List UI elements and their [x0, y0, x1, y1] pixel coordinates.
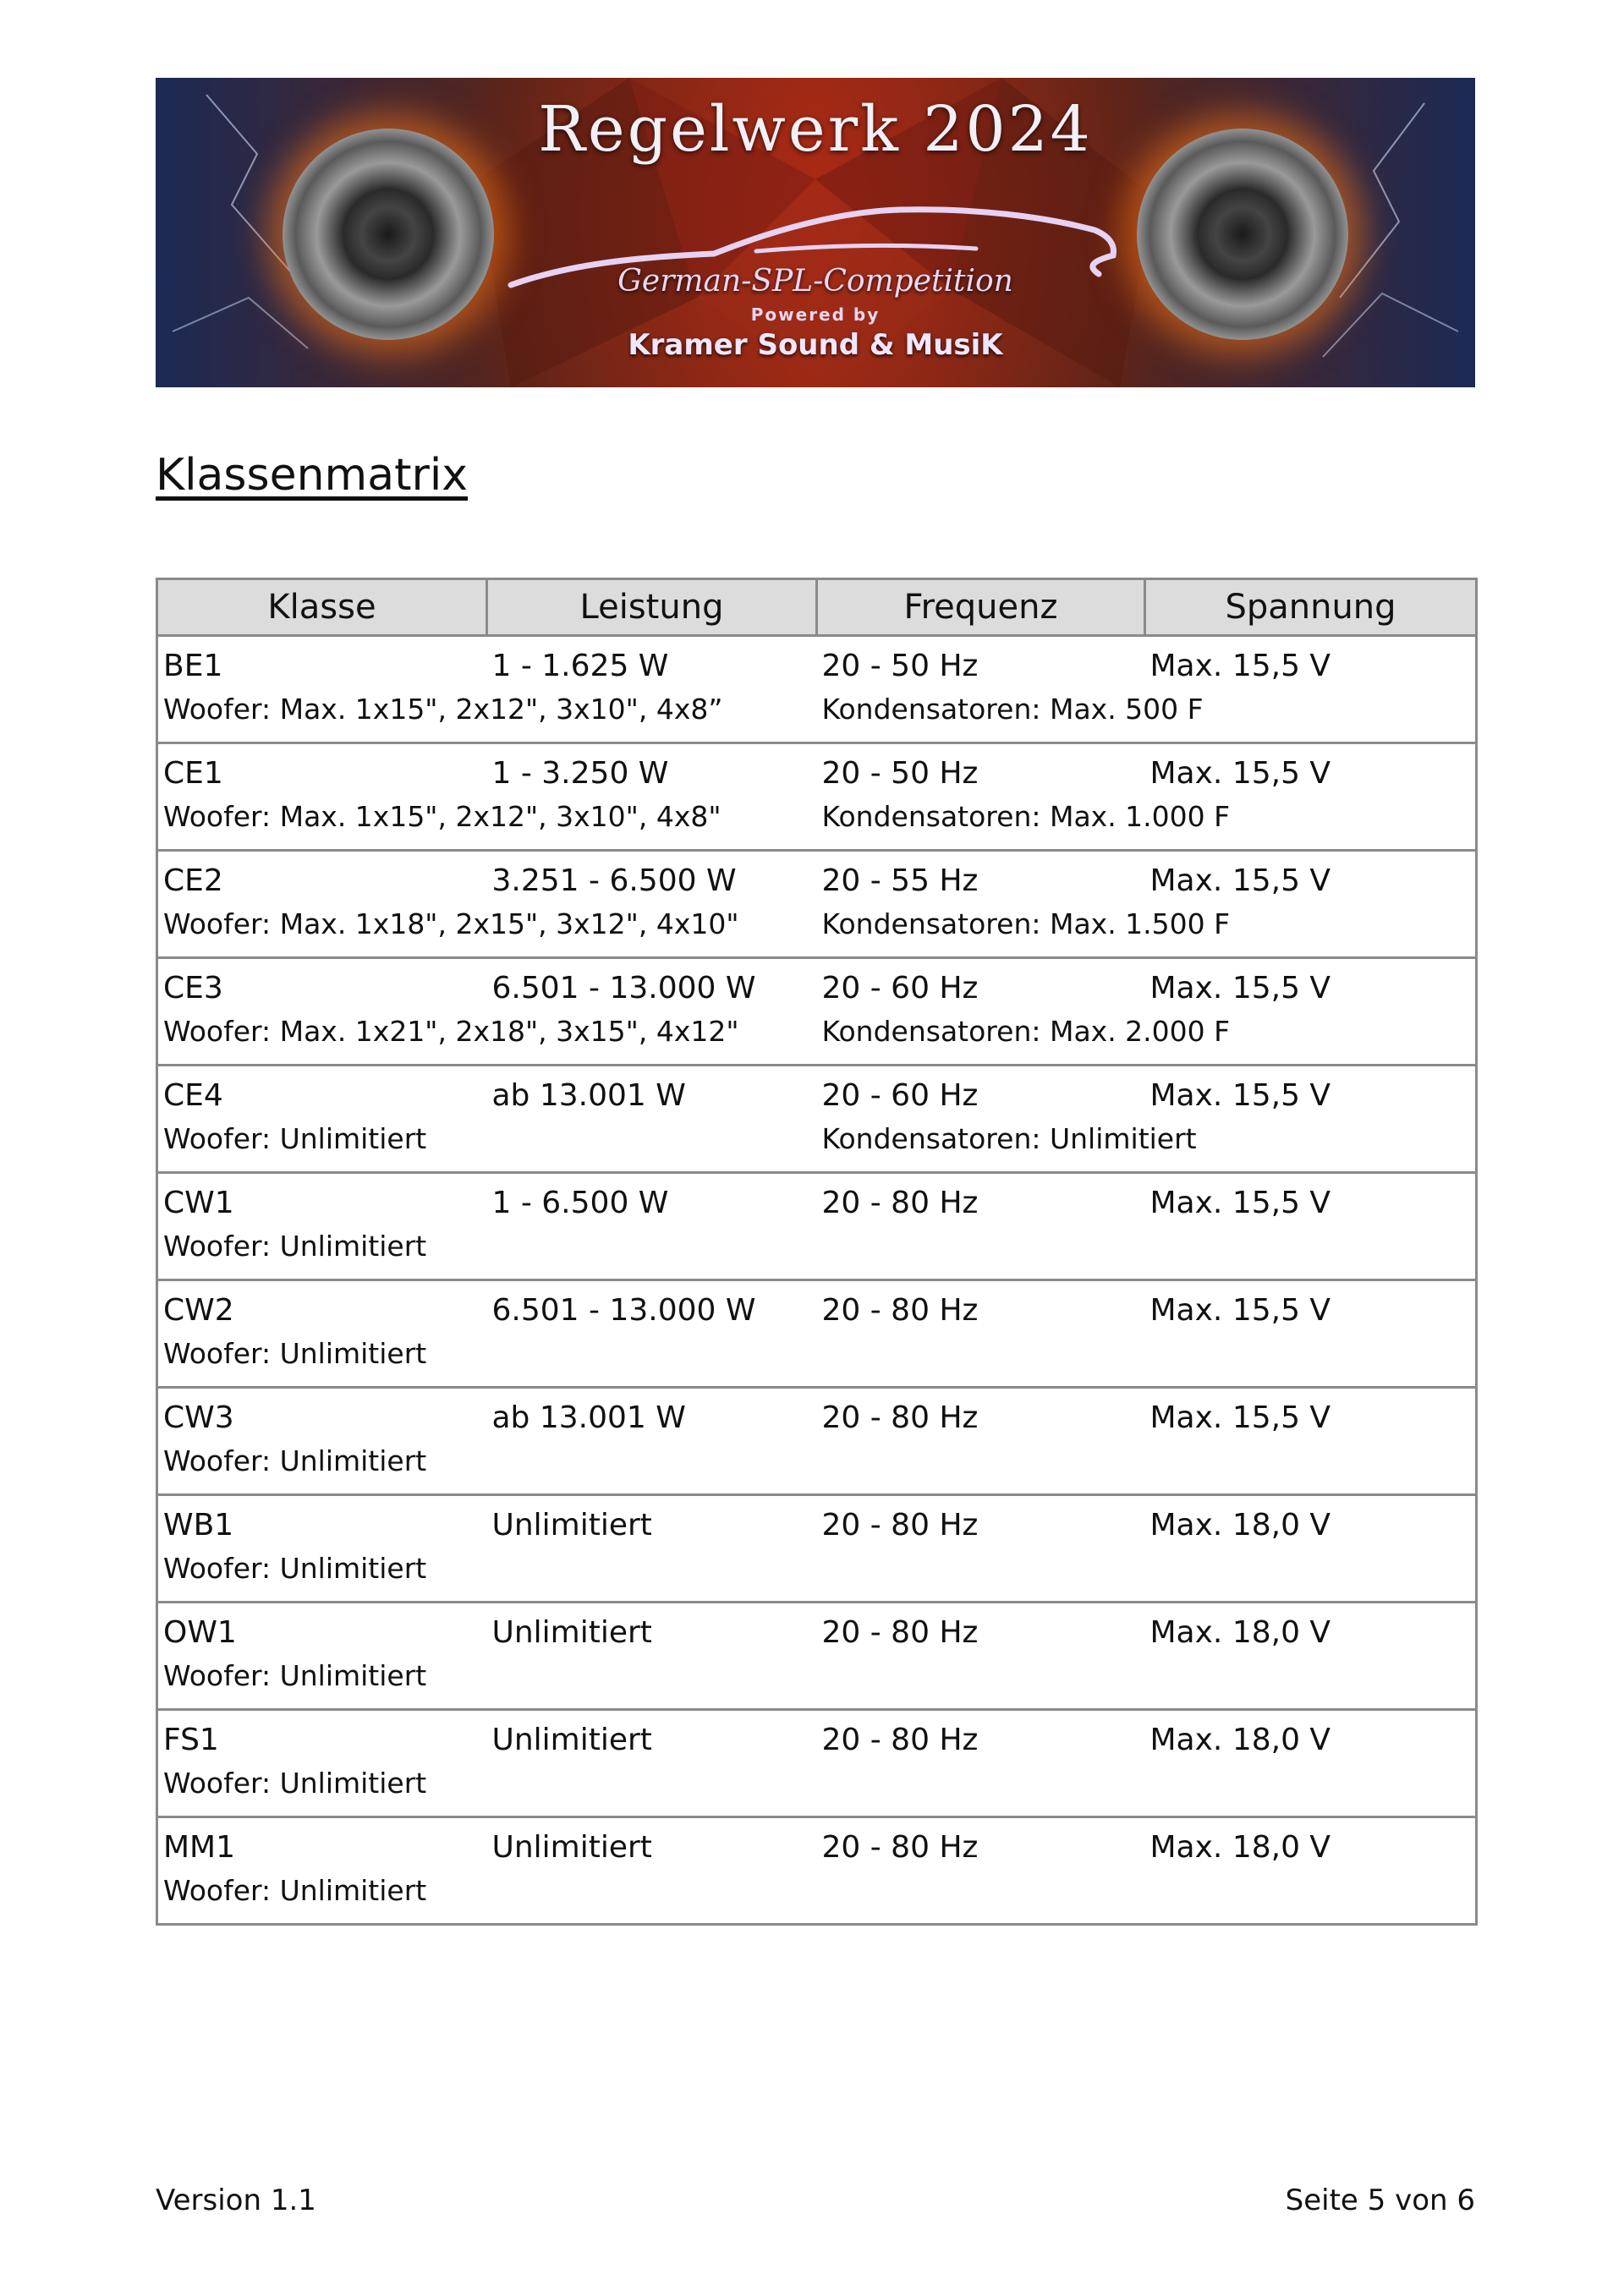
table-row-details [157, 1119, 1477, 1173]
cell-leistung: Unlimitiert [491, 1723, 652, 1757]
cell-kondensatoren: Kondensatoren: Max. 500 F [817, 689, 1477, 743]
cell-kondensatoren [817, 1871, 1477, 1925]
table-row [157, 958, 1477, 1012]
cell-klasse: CE4 [157, 1066, 487, 1120]
cell-spannung: Max. 15,5 V [1145, 743, 1477, 797]
cell-leistung: 3.251 - 6.500 W [491, 863, 737, 898]
cell-klasse: CW1 [157, 1173, 487, 1227]
cell-spannung: Max. 15,5 V [1145, 958, 1477, 1012]
cell-woofer: Woofer: Unlimitiert [157, 1763, 817, 1817]
table-row [157, 1280, 1477, 1334]
cell-spannung: Max. 15,5 V [1145, 1066, 1477, 1120]
table-row-details [157, 1011, 1477, 1066]
cell-frequenz: 20 - 50 Hz [821, 756, 979, 791]
cell-spannung: Max. 18,0 V [1145, 1603, 1477, 1657]
cell-spannung: Max. 18,0 V [1145, 1817, 1477, 1871]
cell-spannung: Max. 18,0 V [1145, 1710, 1477, 1764]
cell-spannung: Max. 15,5 V [1145, 636, 1477, 690]
banner-subtitle: German-SPL-Competition [617, 264, 1013, 299]
cell-frequenz: 20 - 60 Hz [821, 971, 979, 1006]
cell-leistung: Unlimitiert [491, 1615, 652, 1650]
table-row [157, 1066, 1477, 1120]
column-header-frequenz: Frequenz [817, 579, 1145, 636]
class-matrix-table [156, 578, 1478, 1926]
cell-frequenz: 20 - 80 Hz [821, 1615, 979, 1650]
cell-leistung: 6.501 - 13.000 W [491, 1293, 756, 1328]
banner-brand: Kramer Sound & MusiK [628, 328, 1003, 362]
cell-leistung: 6.501 - 13.000 W [491, 971, 756, 1006]
cell-frequenz: 20 - 80 Hz [821, 1400, 979, 1435]
cell-kondensatoren: Kondensatoren: Max. 2.000 F [817, 1011, 1477, 1066]
table-row-details [157, 797, 1477, 851]
cell-spannung: Max. 15,5 V [1145, 1388, 1477, 1442]
cell-spannung: Max. 15,5 V [1145, 1173, 1477, 1227]
table-row-details [157, 1656, 1477, 1710]
table-row-details [157, 1871, 1477, 1925]
table-row-details [157, 904, 1477, 958]
cell-kondensatoren [817, 1334, 1477, 1388]
cell-klasse: OW1 [157, 1603, 487, 1657]
cell-leistung: Unlimitiert [491, 1830, 652, 1865]
cell-woofer: Woofer: Max. 1x21", 2x18", 3x15", 4x12" [157, 1011, 817, 1066]
cell-frequenz: 20 - 60 Hz [821, 1078, 979, 1113]
cell-woofer: Woofer: Unlimitiert [157, 1656, 817, 1710]
banner-title: Regelwerk 2024 [538, 93, 1093, 166]
table-row-details [157, 1441, 1477, 1495]
cell-klasse: BE1 [157, 636, 487, 690]
column-header-spannung: Spannung [1145, 579, 1477, 636]
cell-klasse: FS1 [157, 1710, 487, 1764]
table-row [157, 1388, 1477, 1442]
cell-klasse: MM1 [157, 1817, 487, 1871]
table-row [157, 1710, 1477, 1764]
banner-powered-by: Powered by [750, 304, 881, 325]
cell-leistung: 1 - 1.625 W [491, 649, 669, 683]
cell-woofer: Woofer: Unlimitiert [157, 1226, 817, 1280]
cell-frequenz: 20 - 50 Hz [821, 649, 979, 683]
cell-woofer: Woofer: Max. 1x15", 2x12", 3x10", 4x8” [157, 689, 817, 743]
cell-woofer: Woofer: Unlimitiert [157, 1334, 817, 1388]
table-row [157, 1173, 1477, 1227]
table-row [157, 1817, 1477, 1871]
cell-kondensatoren [817, 1441, 1477, 1495]
cell-leistung: ab 13.001 W [491, 1400, 686, 1435]
cell-spannung: Max. 15,5 V [1145, 1280, 1477, 1334]
table-row-details [157, 1763, 1477, 1817]
cell-woofer: Woofer: Unlimitiert [157, 1548, 817, 1603]
cell-klasse: CE1 [157, 743, 487, 797]
cell-kondensatoren [817, 1548, 1477, 1603]
cell-frequenz: 20 - 80 Hz [821, 1293, 979, 1328]
cell-frequenz: 20 - 55 Hz [821, 863, 979, 898]
cell-kondensatoren [817, 1226, 1477, 1280]
cell-frequenz: 20 - 80 Hz [821, 1186, 979, 1220]
cell-klasse: CE3 [157, 958, 487, 1012]
cell-frequenz: 20 - 80 Hz [821, 1723, 979, 1757]
cell-kondensatoren [817, 1656, 1477, 1710]
table-row [157, 636, 1477, 690]
header-banner [156, 78, 1475, 387]
cell-kondensatoren: Kondensatoren: Max. 1.500 F [817, 904, 1477, 958]
cell-frequenz: 20 - 80 Hz [821, 1830, 979, 1865]
column-header-klasse: Klasse [157, 579, 487, 636]
cell-kondensatoren: Kondensatoren: Unlimitiert [817, 1119, 1477, 1173]
table-header-row [157, 579, 1477, 636]
table-row-details [157, 1334, 1477, 1388]
cell-kondensatoren: Kondensatoren: Max. 1.000 F [817, 797, 1477, 851]
cell-leistung: ab 13.001 W [491, 1078, 686, 1113]
cell-leistung: 1 - 6.500 W [491, 1186, 669, 1220]
cell-woofer: Woofer: Unlimitiert [157, 1441, 817, 1495]
cell-woofer: Woofer: Unlimitiert [157, 1119, 817, 1173]
table-row-details [157, 689, 1477, 743]
cell-leistung: Unlimitiert [491, 1508, 652, 1543]
column-header-leistung: Leistung [487, 579, 817, 636]
cell-klasse: CW2 [157, 1280, 487, 1334]
cell-klasse: CE2 [157, 851, 487, 905]
cell-frequenz: 20 - 80 Hz [821, 1508, 979, 1543]
page-title: Klassenmatrix [156, 450, 469, 501]
page-number: Seite 5 von 6 [1285, 2184, 1475, 2217]
cell-klasse: CW3 [157, 1388, 487, 1442]
table-row-details [157, 1226, 1477, 1280]
cell-woofer: Woofer: Max. 1x18", 2x15", 3x12", 4x10" [157, 904, 817, 958]
table-row [157, 851, 1477, 905]
cell-klasse: WB1 [157, 1495, 487, 1549]
table-row [157, 1603, 1477, 1657]
cell-woofer: Woofer: Unlimitiert [157, 1871, 817, 1925]
document-version: Version 1.1 [156, 2184, 316, 2217]
table-row-details [157, 1548, 1477, 1603]
cell-spannung: Max. 15,5 V [1145, 851, 1477, 905]
cell-leistung: 1 - 3.250 W [491, 756, 669, 791]
table-row [157, 1495, 1477, 1549]
cell-kondensatoren [817, 1763, 1477, 1817]
cell-spannung: Max. 18,0 V [1145, 1495, 1477, 1549]
cell-woofer: Woofer: Max. 1x15", 2x12", 3x10", 4x8" [157, 797, 817, 851]
table-row [157, 743, 1477, 797]
